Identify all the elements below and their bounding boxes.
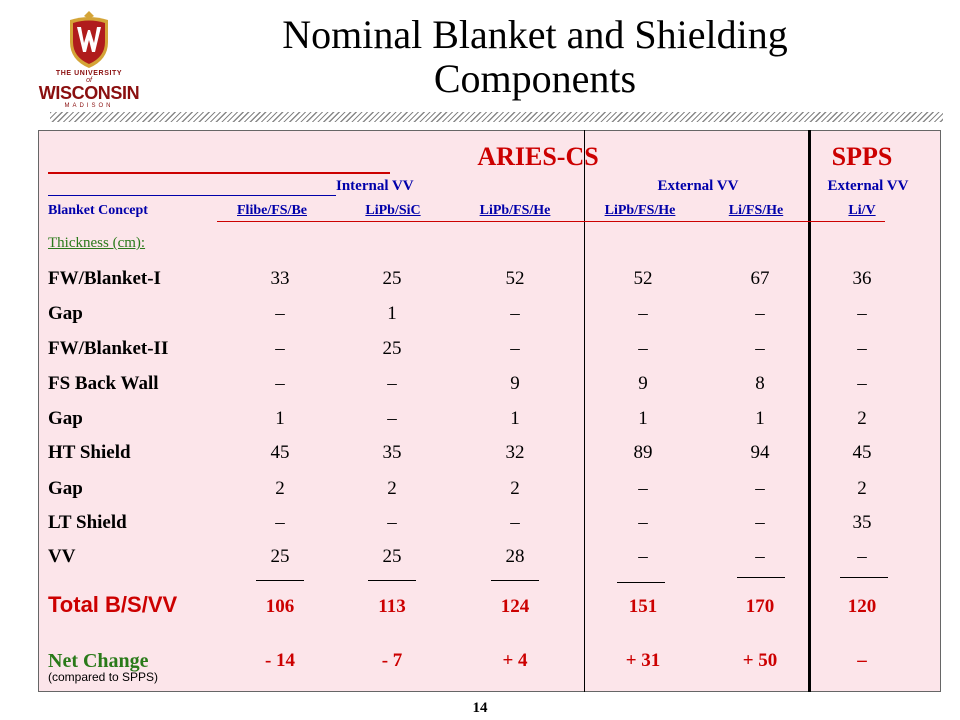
row-label: Gap	[48, 478, 83, 499]
table-cell: –	[857, 546, 867, 567]
table-cell: –	[638, 303, 648, 324]
table-cell: –	[275, 303, 285, 324]
slide-title-line1: Nominal Blanket and Shielding	[282, 12, 788, 57]
table-cell: 2	[857, 408, 867, 429]
sum-line	[840, 577, 888, 578]
row-label: FW/Blanket-I	[48, 268, 161, 289]
table-cell: 1	[387, 303, 397, 324]
table-cell: –	[387, 373, 397, 394]
table-cell: –	[638, 512, 648, 533]
table-cell: –	[638, 478, 648, 499]
table-cell: 33	[270, 268, 290, 289]
table-cell: 35	[382, 442, 402, 463]
table-cell: 89	[633, 442, 653, 463]
slide-title-line2: Components	[433, 56, 637, 101]
row-label: VV	[48, 546, 76, 567]
page-number: 14	[472, 700, 488, 716]
aries-underline-left	[48, 172, 390, 174]
table-cell: –	[387, 408, 397, 429]
table-cell: –	[275, 373, 285, 394]
table-cell: –	[755, 338, 765, 359]
row-label: LT Shield	[48, 512, 127, 533]
net-change-note: (compared to SPPS)	[48, 670, 159, 684]
table-cell: –	[755, 512, 765, 533]
table-cell: –	[275, 338, 285, 359]
table-cell: 94	[750, 442, 770, 463]
concept-col-1: Flibe/FS/Be	[237, 203, 307, 218]
table-cell: –	[638, 546, 648, 567]
table-cell: 32	[505, 442, 525, 463]
internal-vv-heading: Internal VV	[336, 178, 414, 194]
total-value: 151	[628, 596, 658, 617]
net-change-value: + 50	[742, 650, 778, 671]
decorative-hatch-divider	[50, 112, 943, 122]
net-change-value: - 7	[381, 650, 403, 671]
table-cell: 1	[275, 408, 285, 429]
table-cell: –	[857, 373, 867, 394]
table-cell: 45	[270, 442, 290, 463]
sum-line	[617, 582, 665, 583]
concept-col-4: LiPb/FS/He	[604, 203, 676, 218]
table-cell: –	[510, 338, 520, 359]
table-cell: –	[755, 546, 765, 567]
row-label: Gap	[48, 408, 83, 429]
concept-col-5: Li/FS/He	[728, 203, 784, 218]
aries-spps-divider	[808, 130, 811, 692]
total-value: 170	[745, 596, 775, 617]
table-cell: –	[857, 303, 867, 324]
total-value: 106	[265, 596, 295, 617]
net-change-value: + 31	[625, 650, 661, 671]
table-cell: 1	[755, 408, 765, 429]
concept-col-2: LiPb/SiC	[365, 203, 421, 218]
spps-heading: SPPS	[831, 142, 893, 171]
table-cell: –	[275, 512, 285, 533]
table-cell: –	[387, 512, 397, 533]
logo-text-of: of	[86, 77, 92, 84]
sum-line	[491, 580, 539, 581]
aries-cs-heading: ARIES-CS	[477, 142, 599, 171]
table-cell: 2	[387, 478, 397, 499]
table-cell: 36	[852, 268, 872, 289]
thickness-label: Thickness (cm):	[48, 235, 146, 251]
table-cell: 2	[857, 478, 867, 499]
table-cell: –	[755, 478, 765, 499]
table-cell: 35	[852, 512, 872, 533]
total-label: Total B/S/VV	[48, 592, 178, 617]
spps-external-vv-heading: External VV	[827, 178, 909, 194]
table-cell: 25	[270, 546, 290, 567]
table-cell: –	[857, 338, 867, 359]
table-cell: 9	[638, 373, 648, 394]
net-change-label: Net Change	[48, 650, 149, 672]
table-cell: 25	[382, 268, 402, 289]
concept-underline	[217, 221, 885, 222]
logo-text-the-university: THE UNIVERSITY	[55, 70, 123, 77]
logo-text-madison: MADISON	[64, 103, 114, 109]
table-cell: 67	[750, 268, 770, 289]
net-change-value: - 14	[264, 650, 296, 671]
table-cell: 52	[633, 268, 653, 289]
sum-line	[256, 580, 304, 581]
table-cell: –	[510, 303, 520, 324]
external-vv-heading: External VV	[657, 178, 739, 194]
row-label: FS Back Wall	[48, 373, 159, 394]
table-cell: –	[510, 512, 520, 533]
table-cell: 1	[510, 408, 520, 429]
total-value: 120	[847, 596, 877, 617]
table-cell: 1	[638, 408, 648, 429]
table-cell: –	[755, 303, 765, 324]
table-cell: 8	[755, 373, 765, 394]
net-change-value: + 4	[502, 650, 528, 671]
blanket-concept-label: Blanket Concept	[48, 203, 148, 218]
table-cell: 25	[382, 546, 402, 567]
table-cell: 9	[510, 373, 520, 394]
row-label: FW/Blanket-II	[48, 338, 169, 359]
table-cell: 2	[275, 478, 285, 499]
sum-line	[737, 577, 785, 578]
table-cell: 2	[510, 478, 520, 499]
concept-col-3: LiPb/FS/He	[479, 203, 551, 218]
internal-vv-underline	[48, 195, 336, 196]
logo-text-wisconsin: WISCONSIN	[38, 83, 140, 103]
total-value: 113	[378, 596, 406, 617]
table-cell: 52	[505, 268, 525, 289]
net-change-value: –	[857, 650, 867, 671]
table-cell: –	[638, 338, 648, 359]
crest-icon	[64, 10, 114, 70]
sum-line	[368, 580, 416, 581]
concept-col-6: Li/V	[848, 203, 876, 218]
table-cell: 25	[382, 338, 402, 359]
internal-external-divider	[584, 130, 585, 692]
row-label: HT Shield	[48, 442, 131, 463]
university-logo	[38, 10, 140, 109]
table-cell: 28	[505, 546, 525, 567]
row-label: Gap	[48, 303, 83, 324]
table-cell: 45	[852, 442, 872, 463]
total-value: 124	[500, 596, 530, 617]
